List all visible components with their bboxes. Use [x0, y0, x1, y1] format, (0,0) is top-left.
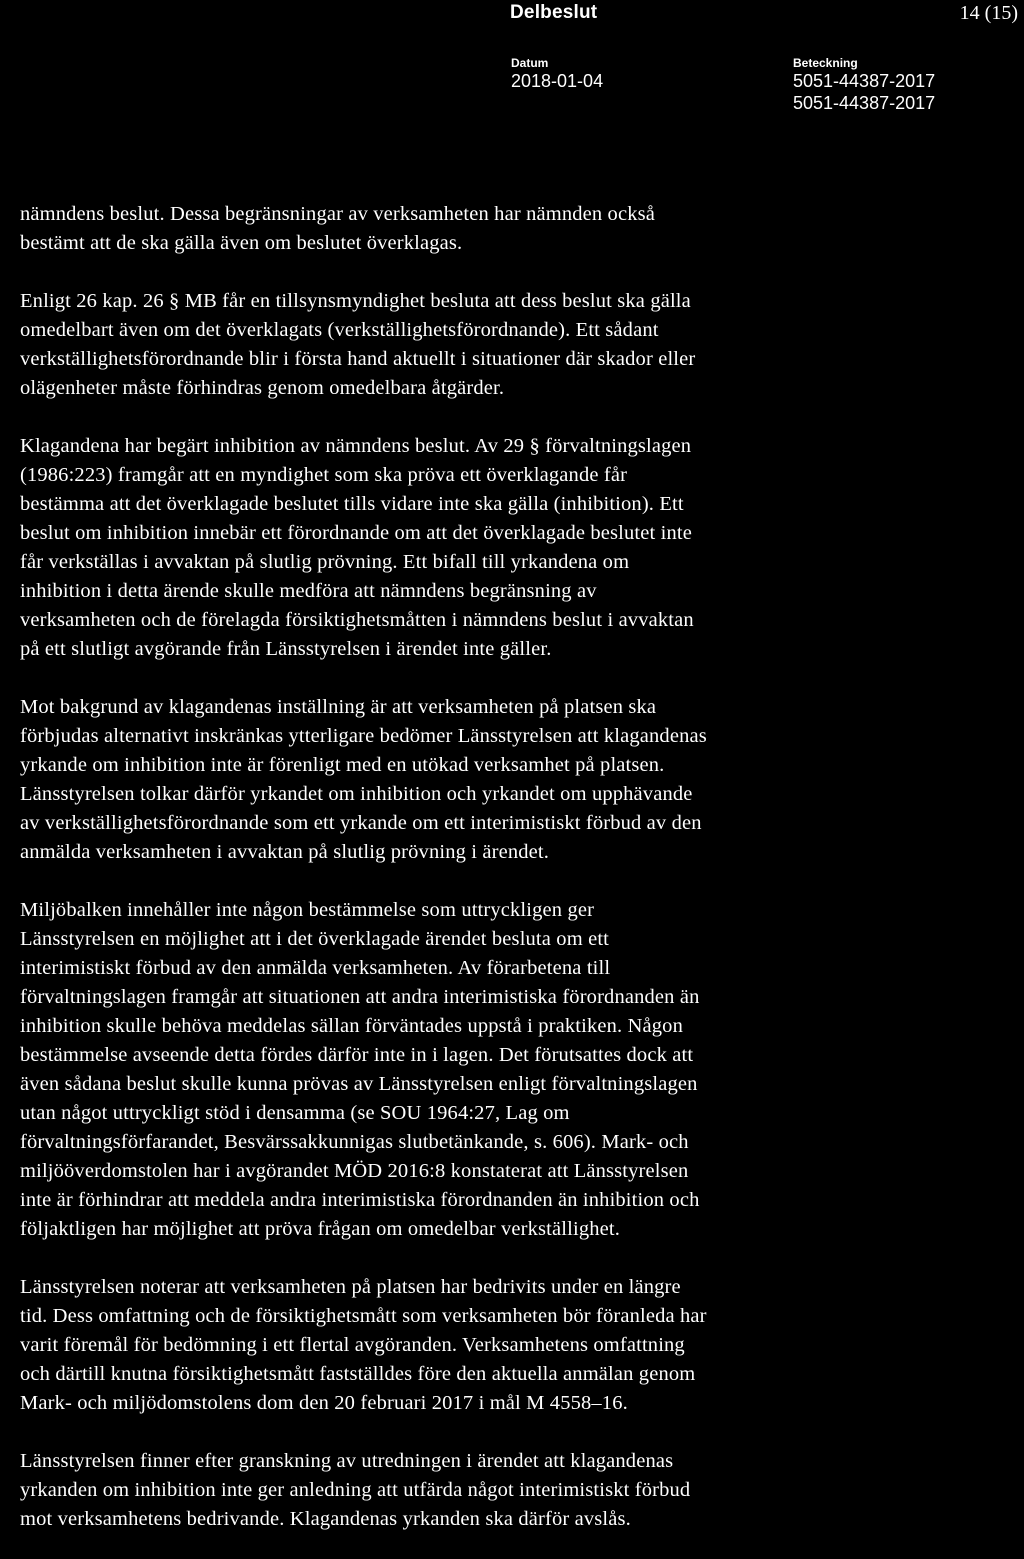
paragraph: Länsstyrelsen noterar att verksamheten på platsen har bedrivits under en längre tid. Dess omfattning och de försiktighetsmått som verksamheten bör föranleda har varit föremål för bedömning i ett flertal avgöranden. Verksamhetens omfattning och därtill knutna försiktighetsmått fastställdes före den aktuella anmälan genom Mark- och miljödomstolens dom den 20 februari 2017 i mål M 4558–16.: [20, 1276, 707, 1414]
page-number: 14 (15): [959, 2, 1018, 24]
reference-block: [793, 56, 935, 114]
paragraph: Mot bakgrund av klagandenas inställning är att verksamheten på platsen ska förbjudas alternativt inskränkas ytterligare bedömer Länsstyrelsen att klagandenas yrkande om inhibition inte är förenligt med en utökad verksamhet på platsen. Länsstyrelsen tolkar därför yrkandet om inhibition och yrkandet om upphävande av verkställighetsförordnande som ett yrkande om ett interimistiskt förbud av den anmälda verksamheten i avvaktan på slutlig prövning i ärendet.: [20, 696, 707, 863]
reference-label: Beteckning: [793, 56, 858, 70]
paragraph: Länsstyrelsen finner efter granskning av utredningen i ärendet att klagandenas yrkanden om inhibition inte ger anledning att utfärda något interimistiskt förbud mot verksamhetens bedrivande. Klagandenas yrkanden ska därför avslås.: [20, 1450, 691, 1530]
reference-number: 5051-44387-2017: [793, 93, 936, 113]
date-block: [511, 56, 603, 92]
paragraph: Klagandena har begärt inhibition av nämndens beslut. Av 29 § förvaltningslagen (1986:223) framgår att en myndighet som ska pröva ett överklagande får bestämma att det överklagade beslutet tills vidare inte ska gälla (inhibition). Ett beslut om inhibition innebär ett förordnande om att det överklagade beslutet inte får verkställas i avvaktan på slutlig prövning. Ett bifall till yrkandena om inhibition i detta ärende skulle medföra att nämndens begränsning av verksamheten och de förelagda försiktighetsmåtten i nämndens beslut i avvaktan på ett slutligt avgörande från Länsstyrelsen i ärendet inte gäller.: [20, 435, 694, 660]
document-type: Delbeslut: [510, 2, 598, 23]
paragraph: Enligt 26 kap. 26 § MB får en tillsynsmyndighet besluta att dess beslut ska gälla omedelbart även om det överklagats (verkställighetsförordnande). Ett sådant verkställighetsförordnande blir i första hand aktuellt i situationer där skador eller olägenheter måste förhindras genom omedelbara åtgärder.: [20, 290, 696, 399]
date-label: Datum: [511, 56, 549, 70]
date-value: 2018-01-04: [511, 71, 604, 91]
paragraph: nämndens beslut. Dessa begränsningar av verksamheten har nämnden också bestämt att de ska gälla även om beslutet överklagas.: [20, 203, 655, 254]
document-body: [20, 200, 870, 1534]
paragraph: Miljöbalken innehåller inte någon bestämmelse som uttryckligen ger Länsstyrelsen en möjlighet att i det överklagade ärendet besluta om ett interimistiskt förbud av den anmälda verksamheten. Av förarbetena till förvaltningslagen framgår att situationen att andra interimistiska förordnanden än inhibition skulle behöva meddelas sällan förväntades uppstå i praktiken. Någon bestämmelse avseende detta fördes därför inte in i lagen. Det förutsattes dock att även sådana beslut skulle kunna prövas av Länsstyrelsen enligt förvaltningslagen utan något uttryckligt stöd i densamma (se SOU 1964:27, Lag om förvaltningsförfarandet, Besvärssakkunnigas slutbetänkande, s. 606). Mark- och miljööverdomstolen har i avgörandet MÖD 2016:8 konstaterat att Länsstyrelsen inte är förhindrar att meddela andra interimistiska förordnanden än inhibition och följaktligen har möjlighet att pröva frågan om omedelbar verkställighet.: [20, 899, 700, 1240]
reference-number: 5051-44387-2017: [793, 71, 936, 91]
